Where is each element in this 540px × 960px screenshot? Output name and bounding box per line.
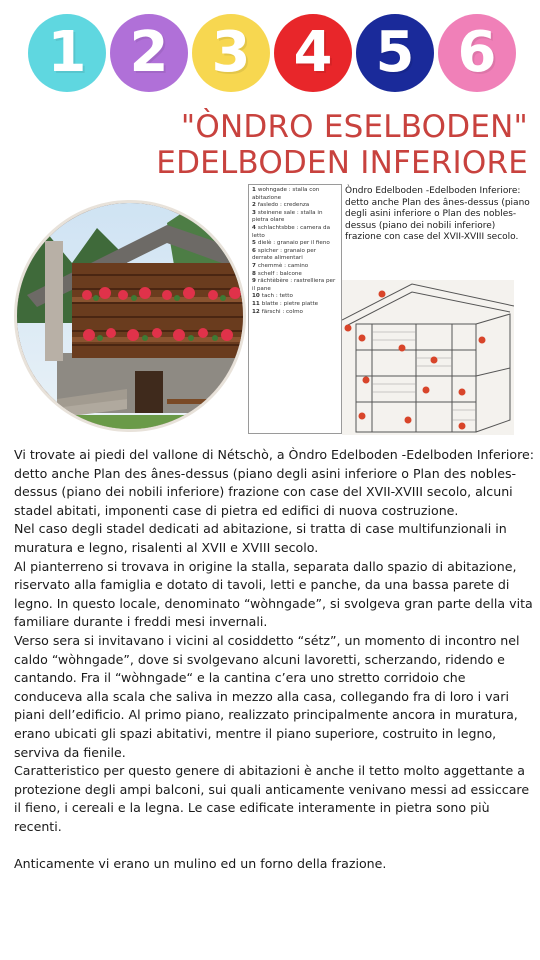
- image-caption: Òndro Edelboden -Edelboden Inferiore: detto anche Plan des ânes-dessus (piano degli asini inferiore o Plan des nobles-dessus (piano dei nobili inferiore) frazione con case del XVII-XVIII secolo.: [345, 186, 530, 242]
- legend-item: 3 steinene sale : stalla in pietra olare: [252, 209, 323, 224]
- number-circle-1: [28, 14, 106, 92]
- house-photo: [14, 200, 246, 432]
- number-4-label: 4: [293, 20, 333, 85]
- paragraph: Vi trovate ai piedi del vallone di Nétschò, a Òndro Edelboden -Edelboden Inferiore: detto anche Plan des ânes-dessus (piano degli asini inferiore o Plan des nobles-dessus (piano dei nobili inferiore) frazione con case del XVII-XVIII secolo, alcuni stadel abitati, imponenti case di pietra ed edifici di nuova costruzione.: [14, 447, 534, 518]
- legend-item: 1 wohngade : stalla con abitazione: [252, 187, 320, 201]
- paragraph: Al pianterreno si trovava in origine la stalla, separata dallo spazio di abitazione, riservato alla famiglia e dotato di tavoli, letti e panche, da una bassa parete di legno. In questo locale, denominato “wòhngade”, si svolgeva gran parte della vita familiare durante i freddi mesi invernali.: [14, 558, 533, 630]
- number-circle-3: [192, 14, 270, 92]
- legend-item: 9 rächtèbère : rastrelliera per il pane: [252, 278, 336, 292]
- legend-item: 5 dielè : granaio per il fieno: [252, 240, 330, 247]
- number-3-label: 3: [211, 20, 251, 85]
- body-text: [14, 446, 536, 874]
- house-sketch: [342, 280, 514, 435]
- legend-item: 2 fasledo : credenza: [252, 202, 310, 209]
- number-circles: [28, 14, 518, 98]
- legend-item: 6 spicher : granaio per derrate alimentari: [252, 247, 317, 262]
- paragraph: Anticamente vi erano un mulino ed un forno della frazione.: [14, 856, 387, 872]
- legend-item: 8 schelf : balcone: [252, 270, 302, 277]
- paragraph: Verso sera si invitavano i vicini al cosiddetto “sétz”, un momento di incontro nel caldo “wòhngade”, dove si svolgevano alcuni lavoretti, scherzando, ridendo e cantando. Fra il “wòhngade“ e la cantina c’era uno stretto corridoio che conduceva alla scala che saliva in mezzo alla casa, collegando fra di loro i vari piani dell’edificio. Al primo piano, realizzato principalmente ancora in muratura, erano ubicati gli spazi abitativi, mentre il piano superiore, costruito in legno, serviva da fienile.: [14, 632, 520, 760]
- legend-item: 7 chemmè : camino: [252, 262, 309, 269]
- legend-item: 10 tach : tetto: [252, 293, 293, 300]
- number-6-label: 6: [457, 20, 497, 85]
- page-title: "ÒNDRO ESELBODEN": [180, 109, 528, 145]
- legend-box: [248, 184, 342, 434]
- number-circle-2: [110, 14, 188, 92]
- number-2-label: 2: [129, 20, 169, 85]
- page-subtitle: EDELBODEN INFERIORE: [156, 145, 528, 181]
- paragraph: Caratteristico per questo genere di abitazioni è anche il tetto molto aggettante a protezione degli ampi balconi, sui quali anticamente venivano messi ad essiccare il fieno, i cereali e la legna. Le case edificate interamente in pietra sono più recenti.: [14, 763, 530, 834]
- number-1-label: 1: [47, 20, 87, 85]
- number-5-label: 5: [375, 20, 415, 85]
- number-circle-4: [274, 14, 352, 92]
- legend-item: 11 blatte : pietre piatte: [252, 300, 319, 307]
- paragraph: Nel caso degli stadel dedicati ad abitazione, si tratta di case multifunzionali in muratura e legno, risalenti al XVII e XVIII secolo.: [14, 521, 507, 555]
- number-circle-6: [438, 14, 516, 92]
- number-circle-5: [356, 14, 434, 92]
- legend-item: 4 schlachtsbbe : camera da letto: [252, 224, 331, 239]
- legend-item: 12 färschi : colmo: [252, 308, 303, 315]
